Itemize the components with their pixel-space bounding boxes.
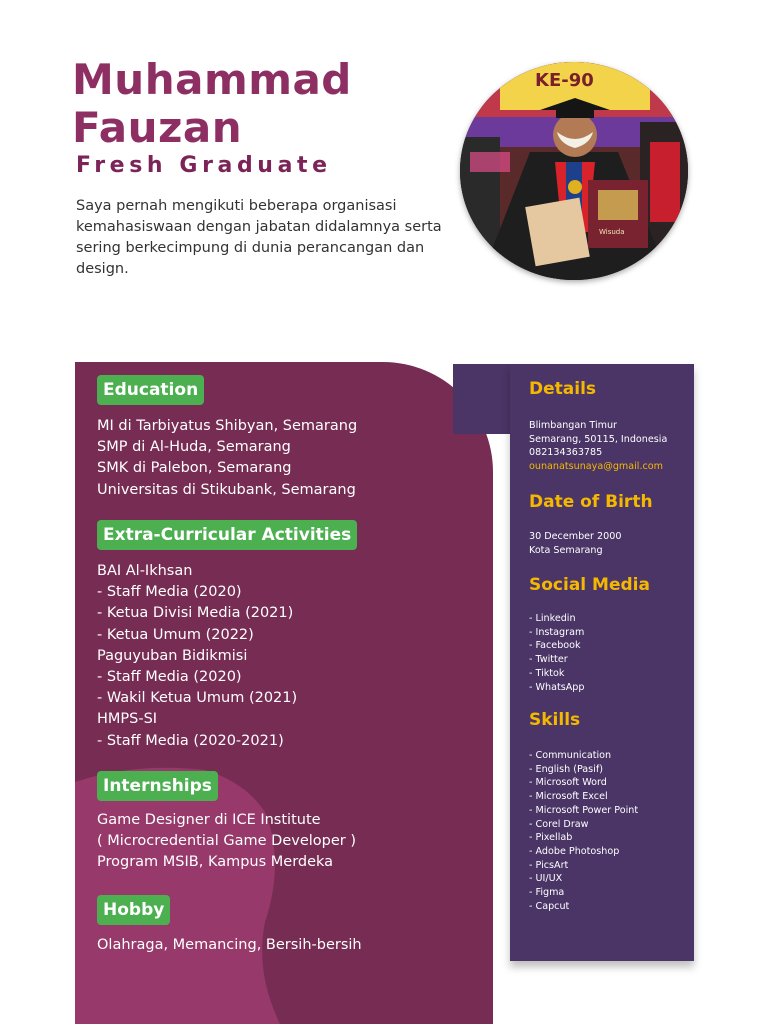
social-item-instagram: - Instagram <box>529 626 585 638</box>
skill-item: - Communication <box>529 750 612 761</box>
skills-heading: Skills <box>529 710 581 730</box>
details-block <box>529 419 667 474</box>
education-item: SMP di Al-Huda, Semarang <box>97 439 291 456</box>
internship-item: Program MSIB, Kampus Merdeka <box>97 854 334 871</box>
education-heading: Education <box>97 375 204 405</box>
full-name <box>72 56 352 152</box>
activity-item: Paguyuban Bidikmisi <box>97 647 248 664</box>
job-title: Fresh Graduate <box>76 153 332 178</box>
skill-item: - PicsArt <box>529 859 569 871</box>
social-item-facebook: - Facebook <box>529 640 581 652</box>
activity-item: - Staff Media (2020) <box>97 584 242 601</box>
skill-item: - Microsoft Excel <box>529 791 608 803</box>
education-item: Universitas di Stikubank, Semarang <box>97 481 356 498</box>
social-item-whatsapp: - WhatsApp <box>529 681 585 693</box>
graduation-photo-image <box>460 62 688 280</box>
internship-item: Game Designer di ICE Institute <box>97 812 321 828</box>
activity-item: - Ketua Divisi Media (2021) <box>97 605 294 622</box>
hobby-heading: Hobby <box>97 895 170 925</box>
skill-item: - Microsoft Word <box>529 777 607 789</box>
education-item: MI di Tarbiyatus Shibyan, Semarang <box>97 418 358 434</box>
internships-list <box>97 810 356 874</box>
phone-number: 082134363785 <box>529 447 603 459</box>
activity-item: - Staff Media (2020) <box>97 669 242 686</box>
education-list <box>97 416 357 501</box>
birth-block <box>529 530 621 557</box>
extracurricular-list <box>97 561 297 752</box>
skill-item: - Microsoft Power Point <box>529 804 639 816</box>
social-item-linkedin: - Linkedin <box>529 613 576 624</box>
profile-photo <box>460 62 688 280</box>
details-heading: Details <box>529 379 597 399</box>
education-item: SMK di Palebon, Semarang <box>97 460 292 477</box>
internships-heading: Internships <box>97 771 218 801</box>
skill-item: - Figma <box>529 887 565 899</box>
social-heading: Social Media <box>529 575 650 595</box>
skills-list <box>529 749 638 913</box>
skill-item: - Corel Draw <box>529 818 589 830</box>
internship-item: ( Microcredential Game Developer ) <box>97 833 356 850</box>
social-item-twitter: - Twitter <box>529 654 568 666</box>
social-list <box>529 612 584 694</box>
skill-item: - English (Pasif) <box>529 763 603 775</box>
extracurricular-heading: Extra-Curricular Activities <box>97 520 357 550</box>
activity-item: - Staff Media (2020-2021) <box>97 732 284 749</box>
banner-text: KE-90 <box>535 70 594 91</box>
birth-heading: Date of Birth <box>529 492 653 512</box>
activity-item: - Wakil Ketua Umum (2021) <box>97 690 298 707</box>
email-link[interactable]: ounanatsunaya@gmail.com <box>529 461 664 473</box>
activity-item: BAI Al-Ikhsan <box>97 563 193 579</box>
skill-item: - Adobe Photoshop <box>529 845 620 857</box>
activity-item: - Ketua Umum (2022) <box>97 626 254 643</box>
birth-place: Kota Semarang <box>529 544 603 556</box>
skill-item: - UI/UX <box>529 873 563 885</box>
profile-summary: Saya pernah mengikuti beberapa organisasi kemahasiswaan dengan jabatan didalamnya serta sering berkecimpung di dunia perancangan dan design. <box>76 198 442 277</box>
first-name: Muhammad <box>72 55 352 104</box>
social-item-tiktok: - Tiktok <box>529 667 565 679</box>
folder-stamp-text: Wisuda <box>599 228 625 236</box>
address-line: Blimbangan Timur <box>529 420 618 431</box>
address-line: Semarang, 50115, Indonesia <box>529 433 668 445</box>
hobby-text: Olahraga, Memancing, Bersih-bersih <box>97 937 362 953</box>
last-name: Fauzan <box>72 103 243 152</box>
activity-item: HMPS-SI <box>97 711 158 728</box>
birth-date: 30 December 2000 <box>529 531 622 542</box>
skill-item: - Pixellab <box>529 832 573 844</box>
skill-item: - Capcut <box>529 900 570 912</box>
